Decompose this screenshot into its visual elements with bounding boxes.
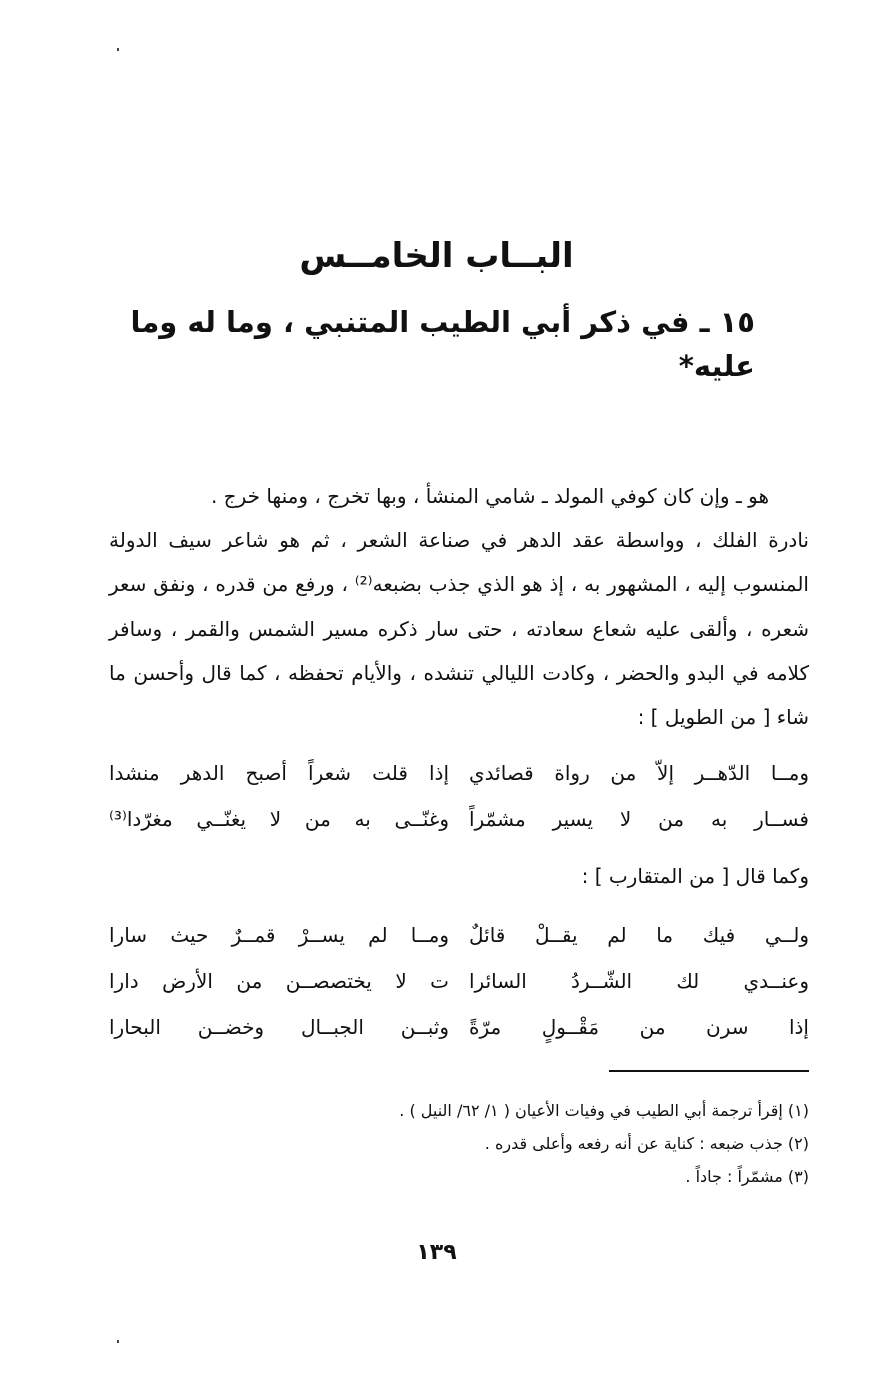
- footnote-2: (٢) جذب ضبعه : كناية عن أنه رفعه وأعلى قدره .: [484, 1134, 809, 1153]
- verse-first-hemistich: وعنــدي لك الشّــردُ السائرا: [469, 969, 809, 993]
- verse-line: [109, 912, 809, 958]
- verse-first-hemistich: ومــا الدّهــر إلاّ من رواة قصائدي: [469, 761, 809, 785]
- verse-second-hemistich: ومــا لم يســرْ قمــرٌ حيث سارا: [109, 923, 449, 947]
- verse-second-hemistich: إذا قلت شعراً أصبح الدهر منشدا: [109, 761, 449, 785]
- poem-intro: وكما قال [ من المتقارب ] :: [581, 864, 809, 888]
- verse-second-hemistich: وثبــن الجبــال وخضــن البحارا: [109, 1015, 449, 1039]
- verse-first-hemistich: ولــي فيك ما لم يقــلْ قائلٌ: [469, 923, 809, 947]
- verse-second-hemistich: ت لا يختصصــن من الأرض دارا: [109, 969, 449, 993]
- verse-line: [109, 796, 809, 842]
- prose-body: [109, 474, 809, 739]
- verse-second-hemistich: وغنّــى به من لا يغنّــي مغرّدا⁽³⁾: [109, 807, 449, 831]
- poem-tawil: [109, 750, 809, 842]
- page-number: ١٣٩: [416, 1240, 457, 1265]
- verse-line: [109, 750, 809, 796]
- page-speck: [117, 1340, 119, 1343]
- footnote-1: (١) إقرأ ترجمة أبي الطيب في وفيات الأعيان ( ١/ ٦٢/ النيل ) .: [399, 1101, 809, 1120]
- page-speck: [117, 48, 119, 51]
- paragraph-1: هو ـ وإن كان كوفي المولد ـ شامي المنشأ ، وبها تخرج ، ومنها خرج .: [210, 484, 769, 508]
- section-title: ١٥ ـ في ذكر أبي الطيب المتنبي ، وما له وما عليه*: [130, 305, 755, 383]
- verse-first-hemistich: إذا سرن من مَقْــولٍ مرّةً: [469, 1015, 809, 1039]
- verse-first-hemistich: فســار به من لا يسير مشمّراً: [469, 807, 809, 831]
- chapter-title: البــاب الخامــس: [299, 236, 574, 276]
- footnote-3: (٣) مشمّراً : جاداً .: [685, 1167, 809, 1186]
- verse-line: [109, 958, 809, 1004]
- poem-mutaqarib: [109, 912, 809, 1050]
- footnotes: [109, 1094, 809, 1193]
- verse-line: [109, 1004, 809, 1050]
- paragraph-2: نادرة الفلك ، وواسطة عقد الدهر في صناعة الشعر ، ثم هو شاعر سيف الدولة المنسوب إليه ، المشهور به ، إذ هو الذي جذب بضبعه⁽²⁾ ، ورفع من قدره ، ونفق سعر شعره ، وألقى عليه شعاع سعادته ، حتى سار ذكره مسير الشمس والقمر ، وسافر كلامه في البدو والحضر ، وكادت الليالي تنشده ، والأيام تحفظه ، كما قال وأحسن ما شاء [ من الطويل ] :: [109, 528, 809, 730]
- footnote-divider: [609, 1070, 809, 1072]
